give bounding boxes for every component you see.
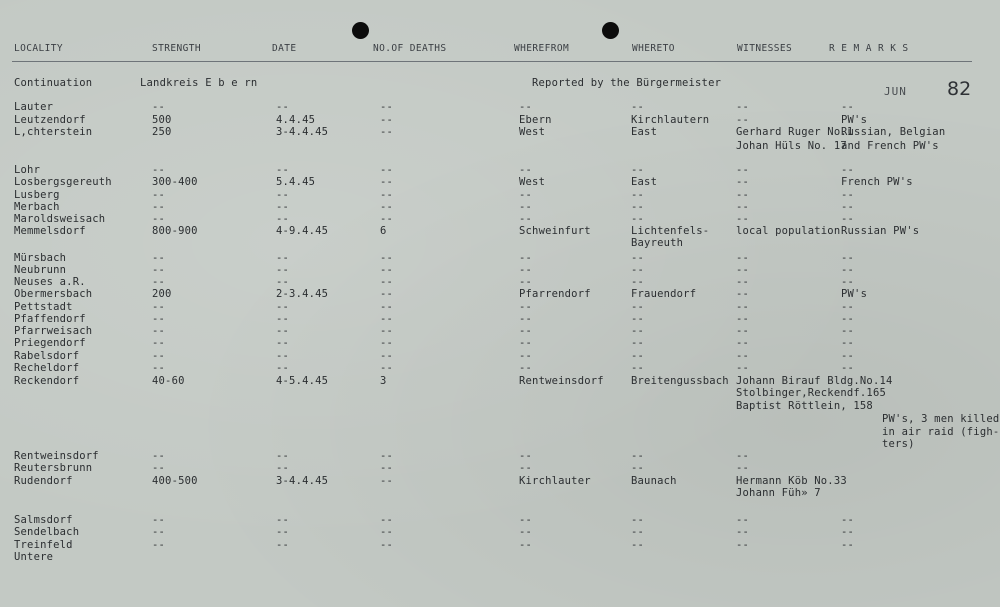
table-cell: -- bbox=[380, 114, 394, 126]
locality-cell: Maroldsweisach bbox=[14, 213, 106, 225]
table-cell: Rentweinsdorf bbox=[519, 375, 604, 387]
table-cell: Schweinfurt bbox=[519, 225, 591, 237]
table-cell: -- bbox=[380, 164, 394, 176]
table-cell: -- bbox=[152, 337, 166, 349]
remark-note: ters) bbox=[882, 438, 915, 450]
table-cell: -- bbox=[631, 301, 645, 313]
table-cell: -- bbox=[736, 462, 750, 474]
punch-hole bbox=[352, 22, 369, 39]
table-cell: -- bbox=[631, 350, 645, 362]
table-cell: -- bbox=[841, 526, 855, 538]
table-cell: -- bbox=[519, 189, 533, 201]
table-cell: Russian, Belgian bbox=[841, 126, 946, 138]
table-cell: -- bbox=[276, 189, 290, 201]
table-cell: -- bbox=[380, 288, 394, 300]
table-cell: -- bbox=[380, 276, 394, 288]
table-cell: 4-5.4.45 bbox=[276, 375, 329, 387]
table-cell: -- bbox=[276, 539, 290, 551]
table-cell: -- bbox=[276, 337, 290, 349]
table-cell: Baunach bbox=[631, 475, 677, 487]
table-cell: 4.4.45 bbox=[276, 114, 316, 126]
table-cell: -- bbox=[152, 325, 166, 337]
table-cell: -- bbox=[631, 362, 645, 374]
table-cell: Ebern bbox=[519, 114, 552, 126]
table-cell: -- bbox=[380, 450, 394, 462]
table-cell: -- bbox=[736, 301, 750, 313]
table-cell: -- bbox=[519, 350, 533, 362]
table-cell: -- bbox=[631, 276, 645, 288]
table-cell: 40-60 bbox=[152, 375, 185, 387]
punch-hole bbox=[602, 22, 619, 39]
table-cell: -- bbox=[519, 301, 533, 313]
table-cell: 500 bbox=[152, 114, 172, 126]
table-cell: -- bbox=[380, 539, 394, 551]
table-cell: Johan Hüls No. 17 bbox=[736, 140, 847, 152]
table-cell: -- bbox=[519, 252, 533, 264]
table-cell: 3-4.4.45 bbox=[276, 126, 329, 138]
table-cell: Johann Birauf Bldg.No.14 bbox=[736, 375, 893, 387]
table-cell: -- bbox=[736, 350, 750, 362]
locality-cell: Recheldorf bbox=[14, 362, 80, 374]
table-cell: -- bbox=[152, 301, 166, 313]
table-cell: Gerhard Ruger No.1 bbox=[736, 126, 854, 138]
table-cell: -- bbox=[380, 325, 394, 337]
table-cell: 400-500 bbox=[152, 475, 198, 487]
table-cell: -- bbox=[631, 450, 645, 462]
table-cell: -- bbox=[276, 450, 290, 462]
table-cell: -- bbox=[380, 213, 394, 225]
table-cell: Kirchlauter bbox=[519, 475, 591, 487]
locality-cell: Rabelsdorf bbox=[14, 350, 80, 362]
table-cell: -- bbox=[736, 264, 750, 276]
table-cell: -- bbox=[841, 252, 855, 264]
table-cell: -- bbox=[276, 264, 290, 276]
table-cell: -- bbox=[380, 526, 394, 538]
table-cell: -- bbox=[631, 164, 645, 176]
table-cell: -- bbox=[631, 337, 645, 349]
table-cell: -- bbox=[841, 164, 855, 176]
table-cell: -- bbox=[152, 252, 166, 264]
table-cell: 5.4.45 bbox=[276, 176, 316, 188]
table-cell: -- bbox=[276, 313, 290, 325]
table-cell: -- bbox=[152, 276, 166, 288]
table-cell: -- bbox=[736, 164, 750, 176]
table-cell: PW's bbox=[841, 288, 868, 300]
table-cell: -- bbox=[631, 252, 645, 264]
table-cell: Russian PW's bbox=[841, 225, 920, 237]
table-cell: -- bbox=[841, 514, 855, 526]
table-cell: -- bbox=[152, 350, 166, 362]
table-cell: -- bbox=[152, 539, 166, 551]
table-cell: -- bbox=[736, 450, 750, 462]
table-cell: -- bbox=[841, 350, 855, 362]
table-cell: -- bbox=[736, 252, 750, 264]
table-cell: 4-9.4.45 bbox=[276, 225, 329, 237]
table-cell: -- bbox=[276, 462, 290, 474]
table-cell: -- bbox=[380, 264, 394, 276]
table-cell: -- bbox=[631, 201, 645, 213]
table-cell: -- bbox=[152, 189, 166, 201]
table-cell: local population bbox=[736, 225, 841, 237]
table-cell: -- bbox=[380, 101, 394, 113]
table-cell: -- bbox=[276, 252, 290, 264]
table-cell: -- bbox=[841, 362, 855, 374]
locality-cell: Treinfeld bbox=[14, 539, 73, 551]
table-cell: -- bbox=[152, 313, 166, 325]
table-cell: -- bbox=[841, 539, 855, 551]
table-cell: -- bbox=[631, 514, 645, 526]
table-cell: -- bbox=[380, 301, 394, 313]
table-cell: -- bbox=[380, 350, 394, 362]
table-cell: West bbox=[519, 176, 546, 188]
locality-cell: Losbergsgereuth bbox=[14, 176, 112, 188]
table-cell: -- bbox=[519, 101, 533, 113]
table-cell: -- bbox=[276, 514, 290, 526]
table-cell: -- bbox=[631, 539, 645, 551]
table-cell: -- bbox=[631, 462, 645, 474]
table-cell: -- bbox=[152, 514, 166, 526]
table-cell: -- bbox=[519, 201, 533, 213]
column-header: WITNESSES bbox=[737, 43, 793, 54]
table-cell: -- bbox=[380, 313, 394, 325]
table-cell: 6 bbox=[380, 225, 387, 237]
table-cell: 200 bbox=[152, 288, 172, 300]
locality-cell: Pfaffendorf bbox=[14, 313, 86, 325]
locality-cell: Neubrunn bbox=[14, 264, 67, 276]
table-cell: -- bbox=[519, 325, 533, 337]
table-cell: -- bbox=[736, 201, 750, 213]
table-cell: French PW's bbox=[841, 176, 913, 188]
remark-note: in air raid (figh- bbox=[882, 426, 1000, 438]
table-cell: and French PW's bbox=[841, 140, 939, 152]
table-cell: -- bbox=[519, 450, 533, 462]
table-cell: -- bbox=[380, 462, 394, 474]
table-cell: -- bbox=[519, 337, 533, 349]
landkreis-label: Landkreis E b e rn bbox=[140, 77, 258, 89]
table-cell: -- bbox=[380, 201, 394, 213]
continuation-label: Continuation bbox=[14, 77, 93, 89]
locality-cell: Lauter bbox=[14, 101, 54, 113]
locality-cell: Priegendorf bbox=[14, 337, 86, 349]
table-cell: -- bbox=[736, 362, 750, 374]
table-cell: -- bbox=[736, 288, 750, 300]
table-cell: -- bbox=[276, 101, 290, 113]
reported-by-label: Reported by the Bürgermeister bbox=[532, 77, 722, 89]
table-cell: -- bbox=[841, 201, 855, 213]
table-cell: Johann Füh» 7 bbox=[736, 487, 821, 499]
locality-cell: L,chterstein bbox=[14, 126, 93, 138]
locality-cell: Mürsbach bbox=[14, 252, 67, 264]
table-cell: -- bbox=[519, 462, 533, 474]
table-cell: West bbox=[519, 126, 546, 138]
table-cell: -- bbox=[519, 362, 533, 374]
locality-cell: Rentweinsdorf bbox=[14, 450, 99, 462]
table-cell: Breitengussbach bbox=[631, 375, 729, 387]
locality-cell: Obermersbach bbox=[14, 288, 93, 300]
table-cell: -- bbox=[519, 276, 533, 288]
table-cell: -- bbox=[276, 164, 290, 176]
table-cell: -- bbox=[380, 126, 394, 138]
locality-cell: Salmsdorf bbox=[14, 514, 73, 526]
table-cell: 3 bbox=[380, 375, 387, 387]
table-cell: -- bbox=[152, 362, 166, 374]
table-cell: -- bbox=[841, 213, 855, 225]
table-cell: 250 bbox=[152, 126, 172, 138]
table-cell: -- bbox=[380, 362, 394, 374]
table-cell: -- bbox=[841, 337, 855, 349]
column-header: DATE bbox=[272, 43, 297, 54]
table-cell: -- bbox=[380, 176, 394, 188]
table-cell: -- bbox=[736, 313, 750, 325]
table-cell: -- bbox=[380, 337, 394, 349]
table-cell: -- bbox=[380, 514, 394, 526]
table-cell: -- bbox=[736, 526, 750, 538]
table-cell: -- bbox=[631, 189, 645, 201]
table-cell: -- bbox=[736, 189, 750, 201]
table-cell: -- bbox=[631, 101, 645, 113]
table-cell: -- bbox=[276, 213, 290, 225]
table-cell: -- bbox=[276, 350, 290, 362]
table-cell: Lichtenfels- bbox=[631, 225, 710, 237]
locality-cell: Leutzendorf bbox=[14, 114, 86, 126]
column-header: NO.OF DEATHS bbox=[373, 43, 447, 54]
table-cell: East bbox=[631, 126, 658, 138]
table-cell: -- bbox=[152, 264, 166, 276]
locality-cell: Lohr bbox=[14, 164, 41, 176]
date-stamp: JUN bbox=[884, 85, 907, 98]
table-cell: -- bbox=[736, 276, 750, 288]
table-cell: -- bbox=[380, 252, 394, 264]
table-cell: -- bbox=[152, 101, 166, 113]
column-header: R E M A R K S bbox=[829, 43, 909, 54]
table-cell: -- bbox=[276, 301, 290, 313]
table-cell: -- bbox=[276, 201, 290, 213]
table-cell: Pfarrendorf bbox=[519, 288, 591, 300]
table-cell: -- bbox=[736, 514, 750, 526]
table-cell: 3-4.4.45 bbox=[276, 475, 329, 487]
table-cell: Hermann Köb No.33 bbox=[736, 475, 847, 487]
table-cell: -- bbox=[276, 526, 290, 538]
column-header: WHERETO bbox=[632, 43, 675, 54]
table-cell: -- bbox=[736, 337, 750, 349]
table-cell: -- bbox=[841, 313, 855, 325]
table-cell: -- bbox=[841, 101, 855, 113]
locality-cell: Memmelsdorf bbox=[14, 225, 86, 237]
column-header: STRENGTH bbox=[152, 43, 201, 54]
table-cell: Baptist Röttlein, 158 bbox=[736, 400, 873, 412]
header-rule bbox=[12, 61, 972, 62]
table-cell: -- bbox=[152, 450, 166, 462]
locality-cell: Lusberg bbox=[14, 189, 60, 201]
table-cell: -- bbox=[519, 164, 533, 176]
table-cell: -- bbox=[380, 189, 394, 201]
table-cell: -- bbox=[736, 114, 750, 126]
table-cell: -- bbox=[276, 362, 290, 374]
table-cell: -- bbox=[276, 325, 290, 337]
column-header: WHEREFROM bbox=[514, 43, 570, 54]
table-cell: -- bbox=[841, 264, 855, 276]
table-cell: 2-3.4.45 bbox=[276, 288, 329, 300]
table-cell: Stolbinger,Reckendf.165 bbox=[736, 387, 886, 399]
table-cell: -- bbox=[152, 462, 166, 474]
table-cell: -- bbox=[519, 514, 533, 526]
table-cell: Bayreuth bbox=[631, 237, 684, 249]
table-cell: Frauendorf bbox=[631, 288, 697, 300]
table-cell: -- bbox=[519, 264, 533, 276]
table-cell: 800-900 bbox=[152, 225, 198, 237]
table-cell: -- bbox=[736, 325, 750, 337]
table-cell: -- bbox=[736, 539, 750, 551]
table-cell: -- bbox=[736, 176, 750, 188]
table-cell: -- bbox=[631, 313, 645, 325]
remark-note: PW's, 3 men killed bbox=[882, 413, 1000, 425]
table-cell: -- bbox=[631, 213, 645, 225]
table-cell: -- bbox=[736, 101, 750, 113]
table-cell: -- bbox=[519, 526, 533, 538]
table-cell: -- bbox=[736, 213, 750, 225]
table-cell: -- bbox=[380, 475, 394, 487]
table-cell: -- bbox=[519, 539, 533, 551]
locality-cell: Reutersbrunn bbox=[14, 462, 93, 474]
column-header: LOCALITY bbox=[14, 43, 63, 54]
table-cell: Kirchlautern bbox=[631, 114, 710, 126]
table-cell: PW's bbox=[841, 114, 868, 126]
locality-cell: Sendelbach bbox=[14, 526, 80, 538]
table-cell: -- bbox=[841, 301, 855, 313]
locality-cell: Untere bbox=[14, 551, 54, 563]
locality-cell: Reckendorf bbox=[14, 375, 80, 387]
table-cell: -- bbox=[841, 325, 855, 337]
table-cell: -- bbox=[519, 213, 533, 225]
table-cell: -- bbox=[841, 276, 855, 288]
locality-cell: Merbach bbox=[14, 201, 60, 213]
table-cell: -- bbox=[152, 201, 166, 213]
locality-cell: Rudendorf bbox=[14, 475, 73, 487]
table-cell: -- bbox=[631, 264, 645, 276]
table-cell: -- bbox=[152, 164, 166, 176]
locality-cell: Pettstadt bbox=[14, 301, 73, 313]
table-cell: -- bbox=[631, 526, 645, 538]
table-cell: -- bbox=[519, 313, 533, 325]
page-number: 82 bbox=[947, 78, 972, 100]
table-cell: 300-400 bbox=[152, 176, 198, 188]
table-cell: -- bbox=[276, 276, 290, 288]
locality-cell: Pfarrweisach bbox=[14, 325, 93, 337]
table-cell: -- bbox=[631, 325, 645, 337]
table-cell: -- bbox=[152, 213, 166, 225]
table-cell: -- bbox=[152, 526, 166, 538]
table-cell: -- bbox=[841, 189, 855, 201]
locality-cell: Neuses a.R. bbox=[14, 276, 86, 288]
table-cell: East bbox=[631, 176, 658, 188]
